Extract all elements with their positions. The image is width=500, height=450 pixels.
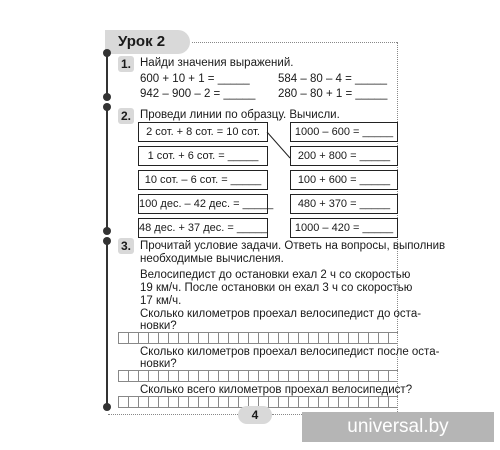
- task1-expression: 584 – 80 – 4 = _____: [278, 73, 388, 85]
- task1-number: 1.: [118, 56, 134, 72]
- bottom-border: [108, 414, 238, 415]
- right-expression-box: 1000 – 600 = _____: [290, 122, 398, 142]
- page-number: 4: [238, 406, 272, 424]
- right-expression-box: 100 + 600 = _____: [290, 170, 398, 190]
- task1-bar: [106, 52, 108, 98]
- left-expression-box: 2 сот. + 8 сот. = 10 сот.: [138, 122, 268, 142]
- task3-question-line: Сколько километров проехал велосипедист до оста-: [140, 308, 422, 320]
- answer-grid-row: [118, 370, 398, 382]
- right-expression-box: 200 + 800 = _____: [290, 146, 398, 166]
- task3-condition-line: 17 км/ч.: [140, 295, 182, 307]
- watermark: universal.by: [302, 412, 494, 442]
- lesson-title: Урок 2: [118, 33, 166, 50]
- answer-grid-row: [118, 332, 398, 344]
- task1-expression: 600 + 10 + 1 = _____: [140, 73, 250, 85]
- task3-condition-line: 19 км/ч. После остановки он ехал 3 ч со скоростью: [140, 282, 413, 294]
- connector-line: [266, 120, 292, 170]
- task1-instruction: Найди значения выражений.: [140, 57, 294, 69]
- left-expression-box: 10 сот. – 6 сот. = _____: [138, 170, 268, 190]
- left-expression-box: 48 дес. + 37 дес. = _____: [138, 218, 268, 238]
- task1-expression: 280 – 80 + 1 = _____: [278, 88, 388, 100]
- right-expression-box: 480 + 370 = _____: [290, 194, 398, 214]
- task3-question-line: новки?: [140, 358, 177, 370]
- top-border: [192, 42, 397, 43]
- right-expression-box: 1000 – 420 = _____: [290, 218, 398, 238]
- task2-number: 2.: [118, 108, 134, 124]
- left-expression-box: 100 дес. – 42 дес. = _____: [138, 194, 268, 214]
- task3-instruction-line: необходимые вычисления.: [140, 253, 284, 265]
- task3-question-line: Сколько километров проехал велосипедист после оста-: [140, 346, 440, 358]
- task3-number: 3.: [118, 238, 134, 254]
- task1-expression: 942 – 900 – 2 = _____: [140, 88, 256, 100]
- task2-bar: [106, 106, 108, 232]
- task3-instruction-line: Прочитай условие задачи. Ответь на вопросы, выполнив: [140, 240, 446, 252]
- task3-bar: [106, 240, 108, 408]
- task3-condition-line: Велосипедист до остановки ехал 2 ч со скоростью: [140, 269, 411, 281]
- task3-question-line: новки?: [140, 320, 177, 332]
- left-expression-box: 1 сот. + 6 сот. = _____: [138, 146, 268, 166]
- task3-question-line: Сколько всего километров проехал велосипедист?: [140, 384, 413, 396]
- task2-instruction: Проведи линии по образцу. Вычисли.: [140, 109, 340, 121]
